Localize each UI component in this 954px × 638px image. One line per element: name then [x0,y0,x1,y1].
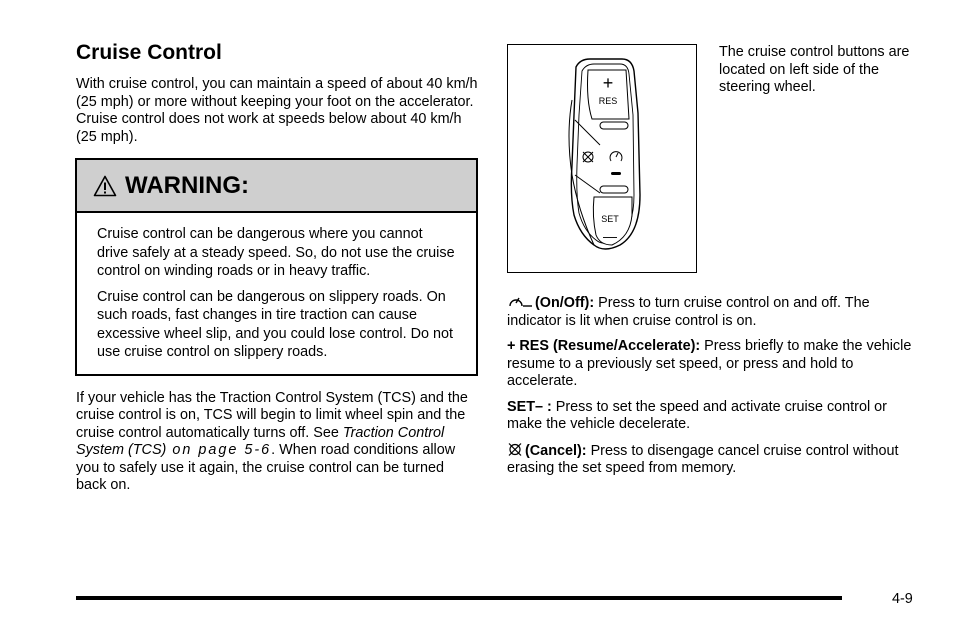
warning-triangle-icon [93,175,117,197]
definition-on-off [507,294,912,330]
definition-label: (On/Off): [535,295,595,311]
figure-plus-label: + [602,73,614,93]
cruise-buttons-figure [507,44,697,273]
definition-set [507,399,912,434]
tcs-page-reference[interactable]: on page 5-6 [166,442,272,458]
definition-cancel [507,442,912,478]
control-definitions [507,294,912,486]
figure-res-label: RES [598,96,618,106]
page-number: 4-9 [892,591,913,607]
tcs-text-before: If your vehicle has the Traction Control System (TCS) and the cruise control is on, TCS will begin to limit wheel spin and the cruise control automatically turns off. See [76,389,468,441]
figure-caption: The cruise control buttons are located on left side of the steering wheel. [719,44,910,95]
tcs-paragraph [76,390,478,495]
intro-paragraph: With cruise control, you can maintain a speed of about 40 km/h (25 mph) or more without keeping your foot on the accelerator. Cruise control does not work at speeds below about 40 km/h (25 mph). [76,76,478,145]
definition-text: Press to set the speed and activate cruise control or make the vehicle decelerate. [507,398,887,432]
definition-text: Press to disengage cancel cruise control without erasing the set speed from memory. [507,442,899,476]
steering-wheel-buttons-illustration [508,45,696,272]
section-title: Cruise Control [76,41,222,64]
definition-text: Press to turn cruise control on and off. The indicator is lit when cruise control is on. [507,295,870,329]
tcs-cross-reference-link[interactable]: Traction Control System (TCS) [76,424,445,458]
tcs-text-after: . When road conditions allow you to safely use it again, the cruise control can be turned back on. [76,442,456,493]
warning-header [77,160,476,213]
cruise-on-off-icon [507,294,533,309]
cancel-icon [507,442,523,457]
warning-paragraph: Cruise control can be dangerous on slippery roads. On such roads, fast changes in tire traction can cause excessive wheel slip, and you could lose control. Do not use cruise control on slippery roads. [97,288,453,360]
warning-body [77,213,476,374]
figure-set-label: SET [601,214,619,224]
footer-rule [76,596,842,600]
figure-minus-label: — [603,228,617,244]
warning-box [75,158,478,376]
warning-paragraph: Cruise control can be dangerous where you cannot drive safely at a steady speed. So, do not use the cruise control on winding roads or in heavy traffic. [97,226,455,279]
definition-text: Press briefly to make the vehicle resume to a previously set speed, or press and hold to accelerate. [507,338,912,389]
definition-label: + RES (Resume/Accelerate): [507,338,701,354]
definition-label: SET– : [507,398,552,415]
left-column [76,40,478,495]
definition-res [507,338,912,391]
warning-title: WARNING: [125,171,249,199]
definition-label: (Cancel): [525,442,587,459]
